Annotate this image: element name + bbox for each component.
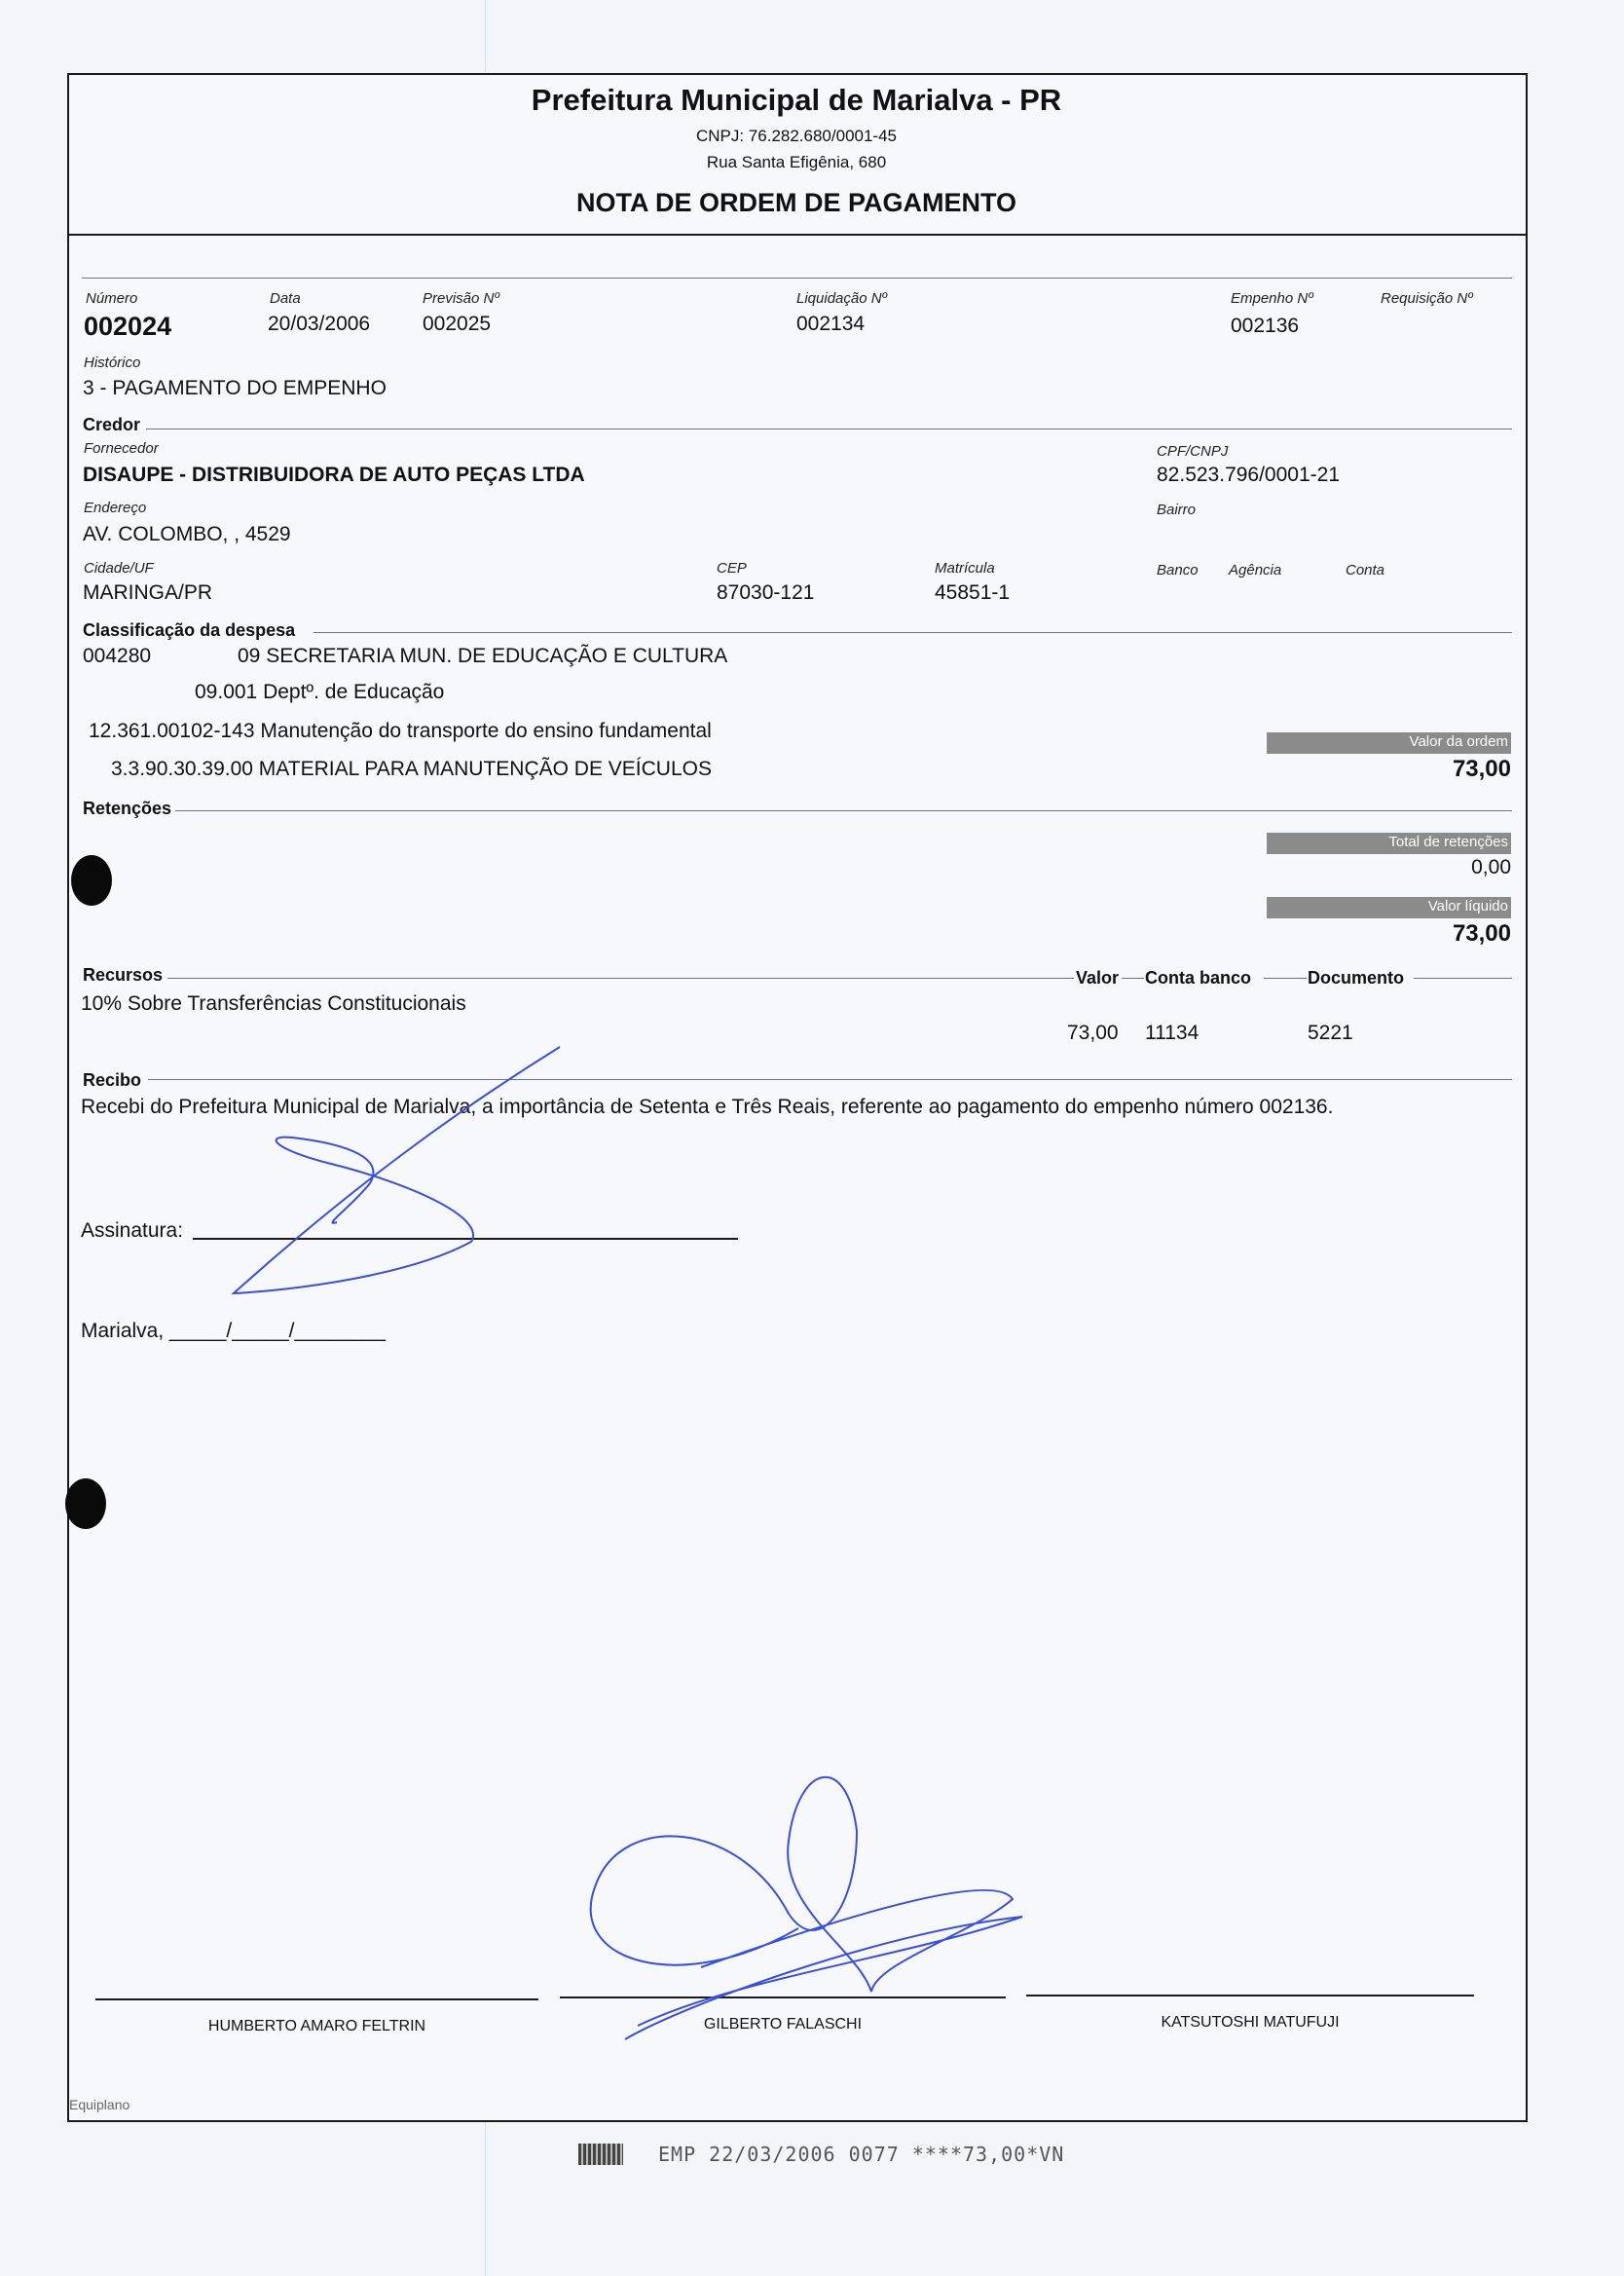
bottom-signature bbox=[591, 1777, 1022, 2039]
recursos-documento-header: Documento bbox=[1308, 968, 1404, 988]
requisicao-label: Requisição Nº bbox=[1381, 290, 1473, 307]
classificacao-code: 004280 bbox=[83, 645, 152, 667]
previsao-value: 002025 bbox=[423, 313, 492, 335]
orgao-text: 09 SECRETARIA MUN. DE EDUCAÇÃO E CULTURA bbox=[238, 645, 728, 667]
signatory-name-3: KATSUTOSHI MATUFUJI bbox=[1161, 2014, 1340, 2031]
bairro-label: Bairro bbox=[1157, 502, 1197, 518]
recursos-section-title: Recursos bbox=[83, 965, 164, 985]
equiplano-brand: Equiplano bbox=[69, 2097, 130, 2112]
cep-value: 87030-121 bbox=[717, 581, 815, 604]
endereco-value: AV. COLOMBO, , 4529 bbox=[83, 523, 291, 545]
valor-ordem-value: 73,00 bbox=[1452, 756, 1511, 782]
document-title: NOTA DE ORDEM DE PAGAMENTO bbox=[575, 188, 1016, 217]
elemento-text: 3.3.90.30.39.00 MATERIAL PARA MANUTENÇÃO DE VEÍCULOS bbox=[111, 758, 712, 780]
valor-ordem-label: Valor da ordem bbox=[1267, 732, 1511, 754]
recursos-documento: 5221 bbox=[1308, 1022, 1353, 1044]
total-retencoes-label: Total de retenções bbox=[1267, 833, 1511, 854]
matricula-label: Matrícula bbox=[935, 560, 995, 577]
valor-liquido-value: 73,00 bbox=[1452, 920, 1511, 947]
recursos-conta-header: Conta banco bbox=[1145, 968, 1252, 988]
valor-liquido-label: Valor líquido bbox=[1267, 897, 1511, 918]
banco-label: Banco bbox=[1157, 562, 1199, 578]
liquidacao-label: Liquidação Nº bbox=[796, 290, 888, 307]
endereco-label: Endereço bbox=[84, 500, 147, 516]
data-value: 20/03/2006 bbox=[268, 313, 371, 335]
stamp-mark-icon bbox=[578, 2144, 623, 2165]
cep-label: CEP bbox=[717, 560, 747, 577]
total-retencoes-value: 0,00 bbox=[1471, 856, 1511, 878]
assinatura-label: Assinatura: bbox=[81, 1219, 184, 1242]
data-label: Data bbox=[270, 290, 301, 307]
recibo-text: Recebi do Prefeitura Municipal de Marialva, a importância de Setenta e Três Reais, referente ao pagamento do empenho número 002136. bbox=[81, 1096, 1334, 1118]
fornecedor-value: DISAUPE - DISTRIBUIDORA DE AUTO PEÇAS LTDA bbox=[83, 464, 585, 486]
credor-section-title: Credor bbox=[83, 415, 141, 434]
fornecedor-label: Fornecedor bbox=[84, 440, 159, 457]
programa-text: 12.361.00102-143 Manutenção do transporte do ensino fundamental bbox=[89, 720, 712, 742]
recursos-valor: 73,00 bbox=[1067, 1022, 1119, 1044]
page-title: Prefeitura Municipal de Marialva - PR bbox=[531, 83, 1062, 117]
cnpj-text: CNPJ: 76.282.680/0001-45 bbox=[695, 127, 898, 145]
address-text: Rua Santa Efigênia, 680 bbox=[706, 153, 887, 171]
signatory-name-1: HUMBERTO AMARO FELTRIN bbox=[207, 2018, 426, 2034]
cidade-label: Cidade/UF bbox=[84, 560, 154, 577]
recursos-valor-header: Valor bbox=[1076, 968, 1120, 988]
signatory-name-2: GILBERTO FALASCHI bbox=[703, 2016, 863, 2033]
previsao-label: Previsão Nº bbox=[423, 290, 499, 307]
unidade-text: 09.001 Deptº. de Educação bbox=[195, 681, 445, 703]
classificacao-section-title: Classificação da despesa bbox=[83, 620, 296, 640]
numero-label: Número bbox=[86, 290, 138, 307]
payment-stamp: EMP 22/03/2006 0077 ****73,00*VN bbox=[658, 2143, 1065, 2166]
retencoes-section-title: Retenções bbox=[83, 799, 172, 818]
historico-label: Histórico bbox=[84, 354, 141, 371]
empenho-label: Empenho Nº bbox=[1231, 290, 1313, 307]
conta-label: Conta bbox=[1346, 562, 1385, 578]
cpf-label: CPF/CNPJ bbox=[1157, 443, 1229, 460]
matricula-value: 45851-1 bbox=[935, 581, 1011, 604]
numero-value: 002024 bbox=[84, 312, 172, 341]
recursos-descricao: 10% Sobre Transferências Constitucionais bbox=[81, 992, 466, 1015]
liquidacao-value: 002134 bbox=[796, 313, 866, 335]
cidade-value: MARINGA/PR bbox=[83, 581, 213, 604]
cpf-value: 82.523.796/0001-21 bbox=[1157, 464, 1341, 486]
local-data-line: Marialva, _____/_____/________ bbox=[81, 1320, 386, 1342]
recibo-signature bbox=[234, 1047, 560, 1293]
agencia-label: Agência bbox=[1229, 562, 1282, 578]
historico-value: 3 - PAGAMENTO DO EMPENHO bbox=[83, 377, 387, 399]
recursos-conta: 11134 bbox=[1145, 1022, 1200, 1044]
empenho-value: 002136 bbox=[1231, 315, 1300, 337]
recibo-section-title: Recibo bbox=[83, 1070, 142, 1090]
